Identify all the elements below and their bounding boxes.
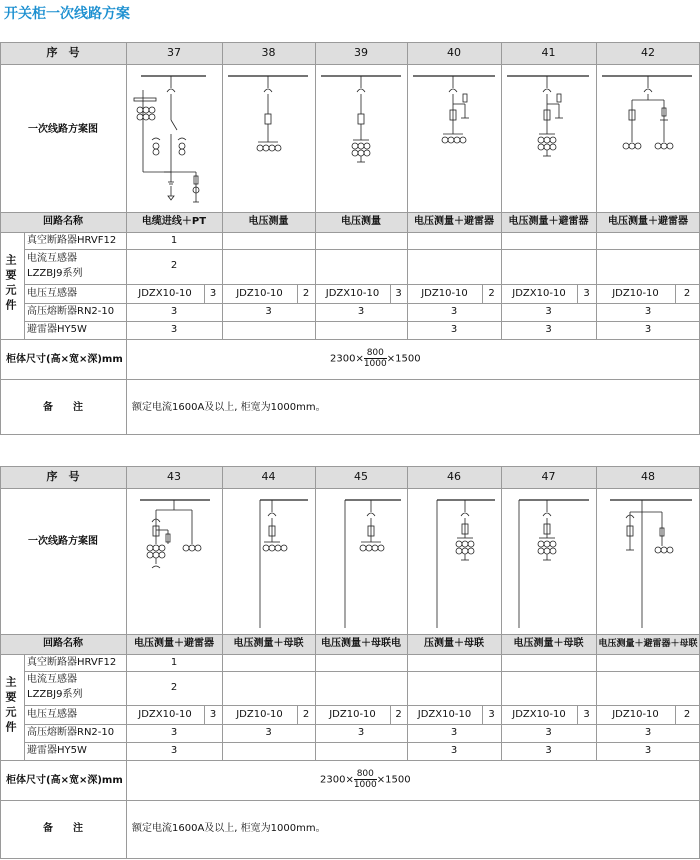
circuit-label: 回路名称 (43, 216, 83, 227)
pt-model: JDZ10-10 (329, 709, 376, 720)
circuit-name: 电缆进线＋PT (141, 216, 207, 227)
pt-qty: 2 (683, 709, 691, 720)
remark-label: 备 注 (43, 402, 83, 413)
breaker-label: 真空断路器HRVF12 (27, 657, 117, 668)
circuit-name: 电压测量＋避雷器 (414, 216, 494, 227)
pt-model: JDZ10-10 (236, 288, 283, 299)
remark-label: 备 注 (43, 823, 83, 834)
scheme-no: 39 (354, 46, 368, 59)
main-components-label: 主要元件 (4, 254, 17, 314)
breaker-qty: 1 (170, 657, 178, 668)
fuse-qty: 3 (450, 306, 458, 317)
fuse-qty: 3 (644, 306, 652, 317)
circuit-name: 电压测量＋避雷器＋母联 (598, 639, 698, 649)
arrester-qty: 3 (450, 324, 458, 335)
pt-model: JDZ10-10 (612, 709, 659, 720)
ct-series: LZZBJ9系列 (27, 268, 83, 279)
seq-label: 序 号 (46, 46, 80, 59)
diagram-label: 一次线路方案图 (28, 536, 98, 547)
pt-model: JDZX10-10 (138, 288, 192, 299)
arrester-qty: 3 (545, 745, 552, 756)
circuit-name: 电压测量 (341, 216, 381, 227)
circuit-name: 电压测量 (248, 216, 289, 227)
scheme-no: 37 (167, 46, 181, 59)
fuse-qty: 3 (170, 727, 178, 738)
pt-label: 电压互感器 (27, 709, 77, 720)
pt-model: JDZX10-10 (325, 288, 380, 299)
arrester-label: 避雷器HY5W (27, 324, 87, 335)
pt-qty: 2 (302, 288, 310, 299)
arrester-qty: 3 (545, 324, 552, 335)
scheme-44-diagram (222, 488, 315, 634)
fuse-qty: 3 (545, 727, 552, 738)
breaker-label: 真空断路器HRVF12 (27, 235, 117, 246)
size-label: 柜体尺寸(高×宽×深)mm (6, 354, 123, 365)
fuse-qty: 3 (265, 727, 272, 738)
pt-qty: 2 (683, 288, 691, 299)
scheme-no: 48 (641, 470, 655, 483)
fuse-qty: 3 (357, 727, 365, 738)
main-components-label: 主要元件 (4, 676, 17, 736)
pt-qty: 3 (583, 288, 590, 299)
seq-label: 序 号 (46, 470, 80, 483)
pt-model: JDZX10-10 (138, 709, 192, 720)
arrester-qty: 3 (644, 745, 652, 756)
circuit-label: 回路名称 (43, 638, 83, 649)
scheme-43-diagram (126, 488, 222, 634)
size-value: 2300× $\frac{800}{1000}$ ×1500 (330, 348, 421, 369)
fuse-label: 高压熔断器RN2-10 (27, 306, 115, 317)
circuit-name: 电压测量＋避雷器 (134, 638, 214, 649)
pt-model: JDZX10-10 (512, 709, 566, 720)
scheme-48-diagram (596, 488, 700, 634)
scheme-40-diagram (407, 64, 501, 212)
remark-text: 额定电流1600A及以上, 柜宽为1000mm。 (132, 823, 326, 834)
ct-qty: 2 (170, 260, 178, 271)
scheme-37-diagram (126, 64, 222, 212)
remark-text: 额定电流1600A及以上, 柜宽为1000mm。 (132, 402, 326, 413)
circuit-name: 电压测量＋避雷器 (508, 216, 589, 227)
arrester-qty: 3 (450, 745, 458, 756)
scheme-46-diagram (407, 488, 501, 634)
scheme-no: 43 (167, 470, 181, 483)
pt-model: JDZ10-10 (421, 288, 468, 299)
fuse-qty: 3 (545, 306, 552, 317)
scheme-38-diagram (222, 64, 315, 212)
breaker-qty: 1 (170, 235, 178, 246)
scheme-no: 47 (541, 470, 556, 483)
ct-series: LZZBJ9系列 (27, 689, 83, 700)
circuit-name: 电压测量＋母联 (233, 638, 304, 649)
pt-qty: 3 (209, 288, 217, 299)
scheme-47-diagram (501, 488, 596, 634)
size-label: 柜体尺寸(高×宽×深)mm (6, 775, 123, 786)
fuse-qty: 3 (170, 306, 178, 317)
ct-qty: 2 (170, 682, 178, 693)
scheme-41-diagram (501, 64, 596, 212)
arrester-qty: 3 (644, 324, 652, 335)
scheme-no: 38 (261, 46, 276, 59)
pt-label: 电压互感器 (27, 288, 77, 299)
pt-qty: 3 (583, 709, 590, 720)
pt-qty: 3 (209, 709, 217, 720)
scheme-no: 41 (541, 46, 556, 59)
fuse-label: 高压熔断器RN2-10 (27, 727, 115, 738)
circuit-name: 压测量＋母联 (424, 638, 484, 649)
pt-model: JDZ10-10 (236, 709, 283, 720)
scheme-no: 46 (447, 470, 461, 483)
scheme-no: 42 (641, 46, 655, 59)
pt-qty: 3 (395, 288, 402, 299)
scheme-42-diagram (596, 64, 700, 212)
circuit-name: 电压测量＋避雷器 (608, 216, 688, 227)
arrester-label: 避雷器HY5W (27, 745, 87, 756)
pt-model: JDZX10-10 (512, 288, 566, 299)
fuse-qty: 3 (357, 306, 365, 317)
scheme-no: 40 (447, 46, 461, 59)
pt-qty: 3 (488, 709, 495, 720)
circuit-name: 电压测量＋母联 (513, 638, 584, 649)
ct-label: 电流互感器 (27, 253, 77, 264)
ct-label: 电流互感器 (27, 674, 77, 685)
diagram-label: 一次线路方案图 (28, 124, 98, 135)
scheme-39-diagram (315, 64, 407, 212)
fuse-qty: 3 (644, 727, 652, 738)
scheme-no: 45 (354, 470, 368, 483)
fuse-qty: 3 (450, 727, 458, 738)
page-title: 开关柜一次线路方案 (4, 6, 130, 22)
pt-model: JDZ10-10 (612, 288, 659, 299)
scheme-45-diagram (315, 488, 407, 634)
pt-qty: 2 (302, 709, 310, 720)
arrester-qty: 3 (170, 745, 178, 756)
pt-qty: 2 (488, 288, 495, 299)
pt-qty: 2 (395, 709, 402, 720)
fuse-qty: 3 (265, 306, 272, 317)
scheme-no: 44 (261, 470, 276, 483)
circuit-name: 电压测量＋母联电 (321, 638, 401, 649)
size-value: 2300× $\frac{800}{1000}$ ×1500 (320, 769, 411, 790)
arrester-qty: 3 (170, 324, 178, 335)
pt-model: JDZX10-10 (417, 709, 472, 720)
